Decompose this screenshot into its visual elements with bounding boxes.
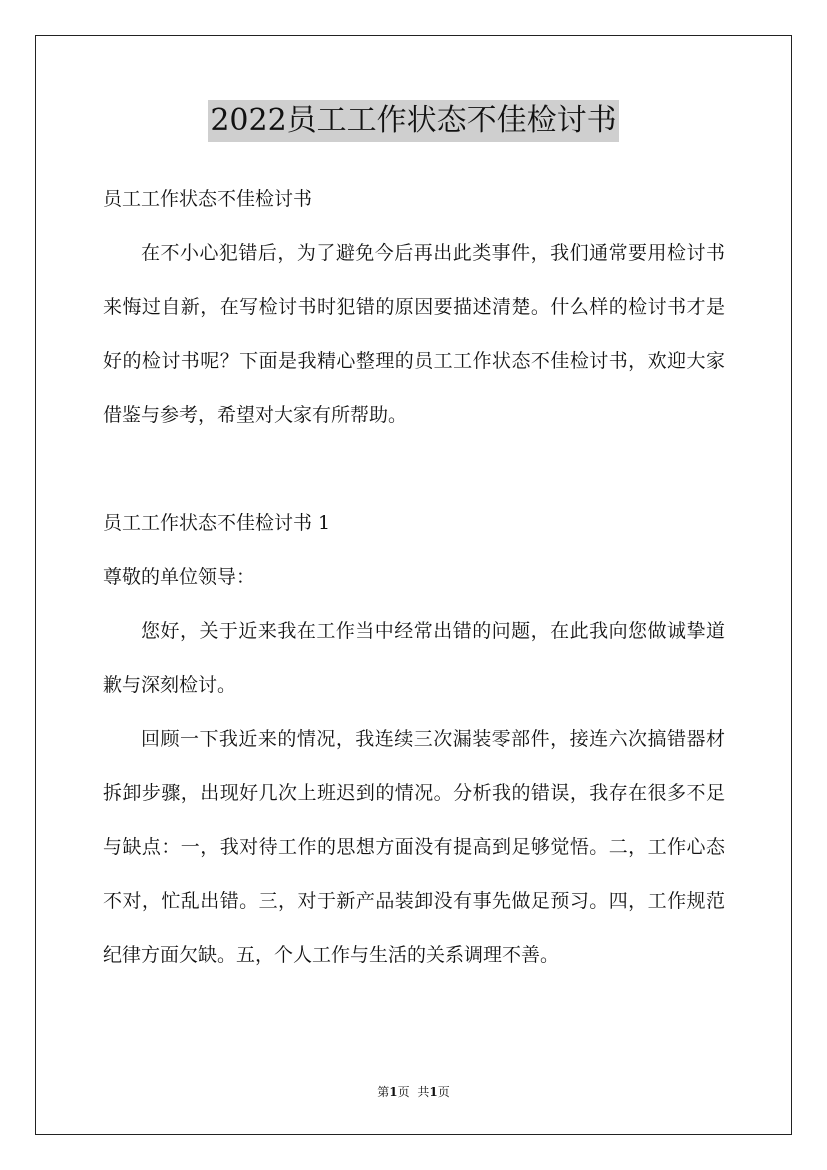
page-current: 1 [389, 1085, 398, 1099]
document-title: 2022员工工作状态不佳检讨书 [208, 100, 618, 142]
intro-paragraph: 在不小心犯错后，为了避免今后再出此类事件，我们通常要用检讨书来悔过自新，在写检讨书时犯错的原因要描述清楚。什么样的检讨书才是好的检讨书呢？下面是我精心整理的员工工作状态不佳检讨书，欢迎大家借鉴与参考，希望对大家有所帮助。 [103, 242, 725, 426]
page-suffix: 页 [397, 1085, 410, 1099]
document-subtitle: 员工工作状态不佳检讨书 [103, 188, 313, 210]
section-spacer [103, 442, 725, 496]
section-heading: 员工工作状态不佳检讨书 1 [103, 512, 331, 534]
title-container [0, 100, 827, 142]
body-paragraph: 回顾一下我近来的情况，我连续三次漏装零部件，接连六次搞错器材拆卸步骤，出现好几次上班迟到的情况。分析我的错误，我存在很多不足与缺点：一，我对待工作的思想方面没有提高到足够觉悟。二，工作心态不对，忙乱出错。三，对于新产品装卸没有事先做足预习。四，工作规范纪律方面欠缺。五，个人工作与生活的关系调理不善。 [103, 728, 725, 966]
total-pages: 1 [429, 1085, 438, 1099]
total-suffix: 页 [437, 1085, 450, 1099]
total-prefix: 共 [417, 1085, 430, 1099]
page-footer [0, 1083, 827, 1101]
document-body [103, 172, 725, 982]
salutation: 尊敬的单位领导： [103, 566, 256, 588]
body-paragraph: 您好，关于近来我在工作当中经常出错的问题，在此我向您做诚挚道歉与深刻检讨。 [103, 620, 725, 696]
page-prefix: 第 [377, 1085, 390, 1099]
